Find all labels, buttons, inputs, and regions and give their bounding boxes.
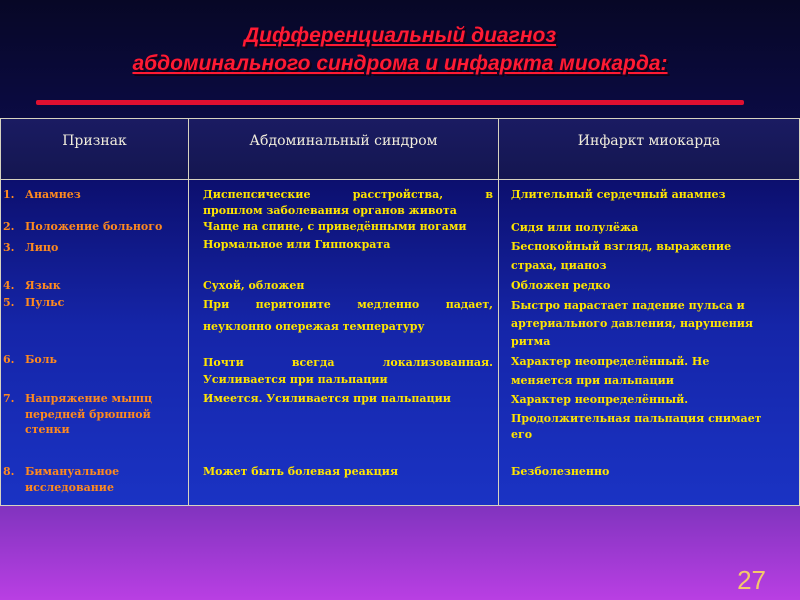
infarct-text-line: Безболезненно bbox=[511, 465, 610, 478]
infarct-text-line: Характер неопределённый. Не bbox=[511, 355, 710, 368]
title-line-2: абдоминального синдрома и инфаркта миокарда: bbox=[132, 52, 668, 75]
abdominal-text-line: Чаще на спине, с приведёнными ногами bbox=[203, 220, 467, 233]
infarct-text-line: Длительный сердечный анамнез bbox=[511, 188, 726, 201]
infarct-text-line: Быстро нарастает падение пульса и bbox=[511, 299, 745, 312]
abdominal-text-line: Имеется. Усиливается при пальпации bbox=[203, 392, 451, 405]
infarct-text-line: Продолжительная пальпация снимает bbox=[511, 412, 762, 425]
abdominal-text-line: Может быть болевая реакция bbox=[203, 465, 399, 478]
abdominal-text-line: Сухой, обложен bbox=[203, 279, 305, 292]
title-underline-rule bbox=[36, 100, 744, 105]
comparison-table bbox=[0, 118, 800, 506]
header-abdominal-syndrome: Абдоминальный синдром bbox=[249, 133, 438, 149]
slide-title bbox=[40, 22, 760, 78]
infarct-text-line: страха, цианоз bbox=[511, 259, 607, 272]
table-header-row bbox=[1, 119, 799, 180]
header-sign: Признак bbox=[62, 133, 127, 149]
title-line-1: Дифференциальный диагноз bbox=[243, 24, 557, 47]
abdominal-text-line: прошлом заболевания органов живота bbox=[203, 204, 457, 217]
infarct-text-line: его bbox=[511, 428, 533, 441]
abdominal-text-line: При перитоните медленно падает, bbox=[203, 298, 493, 311]
infarct-text-line: Сидя или полулёжа bbox=[511, 221, 639, 234]
abdominal-text-line: Нормальное или Гиппократа bbox=[203, 238, 391, 251]
column-divider bbox=[498, 180, 499, 505]
infarct-text-line: меняется при пальпации bbox=[511, 374, 674, 387]
abdominal-text-line: Усиливается при пальпации bbox=[203, 373, 388, 386]
infarct-text-line: Беспокойный взгляд, выражение bbox=[511, 240, 732, 253]
abdominal-text-line: неуклонно опережая температуру bbox=[203, 320, 425, 333]
table-body-row: 1. Анамнез 2. Положение больного 3. Лицо 4. Язык 5. Пульс 6. Боль 7. Напряжение мышц передней брюшной стенки 8. Бимануальное исследование Диспепсические расстройства, в прошлом заболевания органов живота Чаще на спине, с приведёнными ногами Нормальное или Гиппократа Сухой, обложен При перитоните медленно падает, неуклонно опережая температуру Почти всегда локализованная. Усиливается при пальпации Имеется. Усиливается при пальпации Может быть болевая реакция Длительный сердечный анамнез Сидя или полулёжа Беспокойный взгляд, выражение страха, цианоз Обложен редко Быстро нарастает падение пульса и артериального давления, нарушения ритма Характер неопределённый. Не меняется при пальпации Характер неопределённый. Продолжительная пальпация снимает его Безболезненно bbox=[1, 180, 799, 505]
abdominal-text-line: Диспепсические расстройства, в bbox=[203, 188, 493, 201]
header-myocardial-infarction: Инфаркт миокарда bbox=[577, 133, 721, 149]
infarct-text-line: артериального давления, нарушения bbox=[511, 317, 754, 330]
infarct-text-line: ритма bbox=[511, 335, 551, 348]
page-number: 27 bbox=[737, 565, 766, 595]
infarct-text-line: Обложен редко bbox=[511, 279, 611, 292]
infarct-text-line: Характер неопределённый. bbox=[511, 393, 689, 406]
abdominal-text-line: Почти всегда локализованная. bbox=[203, 356, 493, 369]
